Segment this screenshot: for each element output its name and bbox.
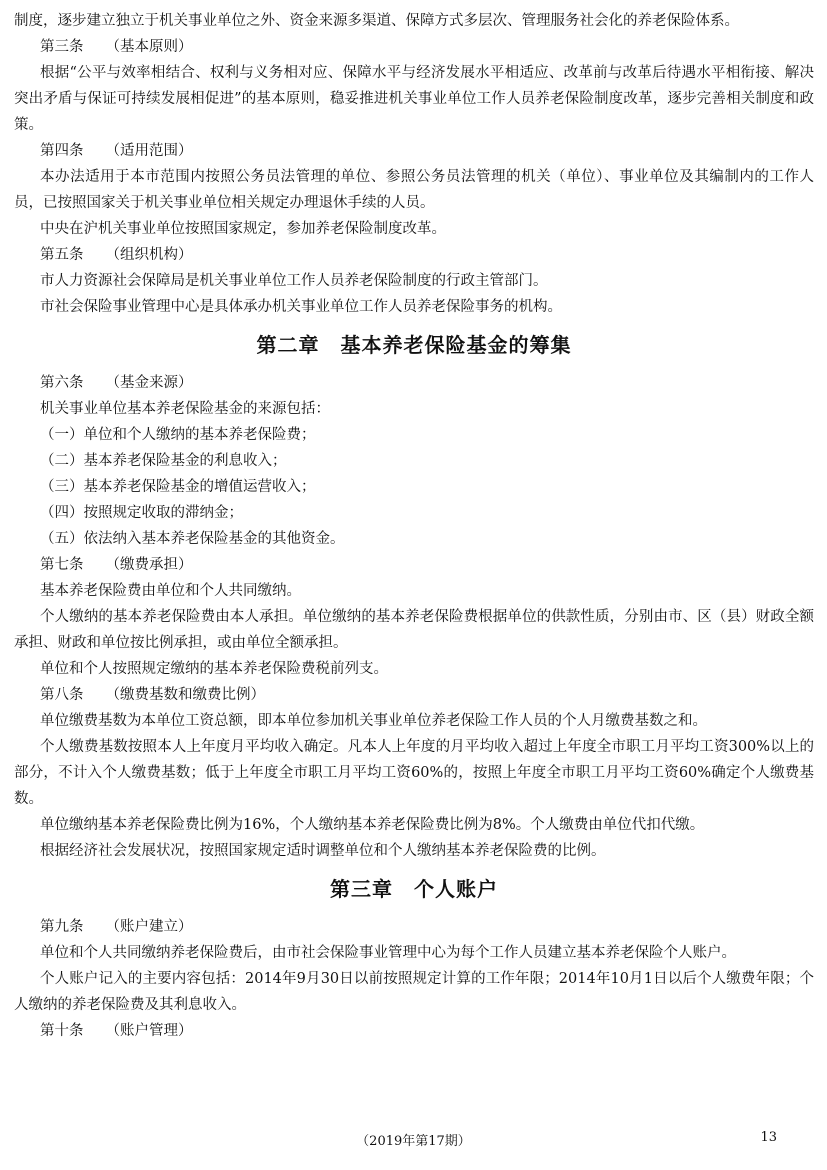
paragraph: 单位缴费基数为本单位工资总额，即本单位参加机关事业单位养老保险工作人员的个人月缴费基数之和。 (40, 713, 707, 729)
list-item: （一）单位和个人缴纳的基本养老保险费； (40, 427, 316, 443)
article-title: （缴费基数和缴费比例） (105, 687, 265, 703)
article-number: 第四条 (40, 143, 84, 159)
article-number: 第六条 (40, 375, 84, 391)
paragraph-continued: 制度，逐步建立独立于机关事业单位之外、资金来源多渠道、保障方式多层次、管理服务社会化的养老保险体系。 (14, 13, 739, 29)
article-5-heading (14, 242, 814, 268)
article-8-heading (14, 682, 814, 708)
paragraph: 中央在沪机关事业单位按照国家规定，参加养老保险制度改革。 (40, 221, 446, 237)
paragraph: 个人缴费基数按照本人上年度月平均收入确定。凡本人上年度的月平均收入超过上年度全市职工月平均工资300%以上的部分，不计入个人缴费基数；低于上年度全市职工月平均工资60%的，按照上年度全市职工月平均工资60%确定个人缴费基数。 (14, 739, 814, 807)
article-10-heading (14, 1018, 814, 1044)
article-7-heading (14, 552, 814, 578)
paragraph: 本办法适用于本市范围内按照公务员法管理的单位、参照公务员法管理的机关（单位）、事业单位及其编制内的工作人员，已按照国家关于机关事业单位相关规定办理退休手续的人员。 (14, 169, 814, 211)
list-item: （三）基本养老保险基金的增值运营收入； (40, 479, 316, 495)
document-body (14, 8, 814, 1044)
article-title: （适用范围） (105, 143, 193, 159)
list-item: （二）基本养老保险基金的利息收入； (40, 453, 287, 469)
page-number: 13 (760, 1130, 777, 1145)
article-number: 第三条 (40, 39, 84, 55)
article-6-heading (14, 370, 814, 396)
paragraph: 基本养老保险费由单位和个人共同缴纳。 (40, 583, 301, 599)
article-9-heading (14, 914, 814, 940)
paragraph: 根据“公平与效率相结合、权利与义务相对应、保障水平与经济发展水平相适应、改革前与改革后待遇水平相衔接、解决突出矛盾与保证可持续发展相促进”的基本原则，稳妥推进机关事业单位工作人员养老保险制度改革，逐步完善相关制度和政策。 (14, 65, 814, 133)
article-4-heading (14, 138, 814, 164)
article-title: （账户建立） (105, 919, 193, 935)
article-number: 第七条 (40, 557, 84, 573)
paragraph: 根据经济社会发展状况，按照国家规定适时调整单位和个人缴纳基本养老保险费的比例。 (40, 843, 606, 859)
article-title: （基金来源） (105, 375, 193, 391)
paragraph: 单位和个人按照规定缴纳的基本养老保险费税前列支。 (40, 661, 388, 677)
article-number: 第五条 (40, 247, 84, 263)
article-title: （缴费承担） (105, 557, 193, 573)
article-number: 第九条 (40, 919, 84, 935)
paragraph: 市社会保险事业管理中心是具体承办机关事业单位工作人员养老保险事务的机构。 (40, 299, 562, 315)
list-item: （五）依法纳入基本养老保险基金的其他资金。 (40, 531, 345, 547)
paragraph: 个人缴纳的基本养老保险费由本人承担。单位缴纳的基本养老保险费根据单位的供款性质，分别由市、区（县）财政全额承担、财政和单位按比例承担，或由单位全额承担。 (14, 609, 814, 651)
article-title: （基本原则） (105, 39, 193, 55)
chapter-3-heading: 第三章 个人账户 (330, 877, 498, 901)
chapter-2-heading: 第二章 基本养老保险基金的筹集 (256, 333, 572, 357)
paragraph: 市人力资源社会保障局是机关事业单位工作人员养老保险制度的行政主管部门。 (40, 273, 548, 289)
paragraph: 单位缴纳基本养老保险费比例为16%，个人缴纳基本养老保险费比例为8%。个人缴费由单位代扣代缴。 (40, 817, 705, 833)
article-3-heading (14, 34, 814, 60)
paragraph: 个人账户记入的主要内容包括：2014年9月30日以前按照规定计算的工作年限；2014年10月1日以后个人缴费年限；个人缴纳的养老保险费及其利息收入。 (14, 971, 814, 1013)
article-number: 第十条 (40, 1023, 84, 1039)
issue-label: （2019年第17期） (356, 1134, 471, 1149)
paragraph: 机关事业单位基本养老保险基金的来源包括： (40, 401, 330, 417)
article-title: （组织机构） (105, 247, 193, 263)
paragraph: 单位和个人共同缴纳养老保险费后，由市社会保险事业管理中心为每个工作人员建立基本养老保险个人账户。 (40, 945, 736, 961)
article-title: （账户管理） (105, 1023, 193, 1039)
list-item: （四）按照规定收取的滞纳金； (40, 505, 243, 521)
article-number: 第八条 (40, 687, 84, 703)
page-footer (0, 1130, 827, 1152)
